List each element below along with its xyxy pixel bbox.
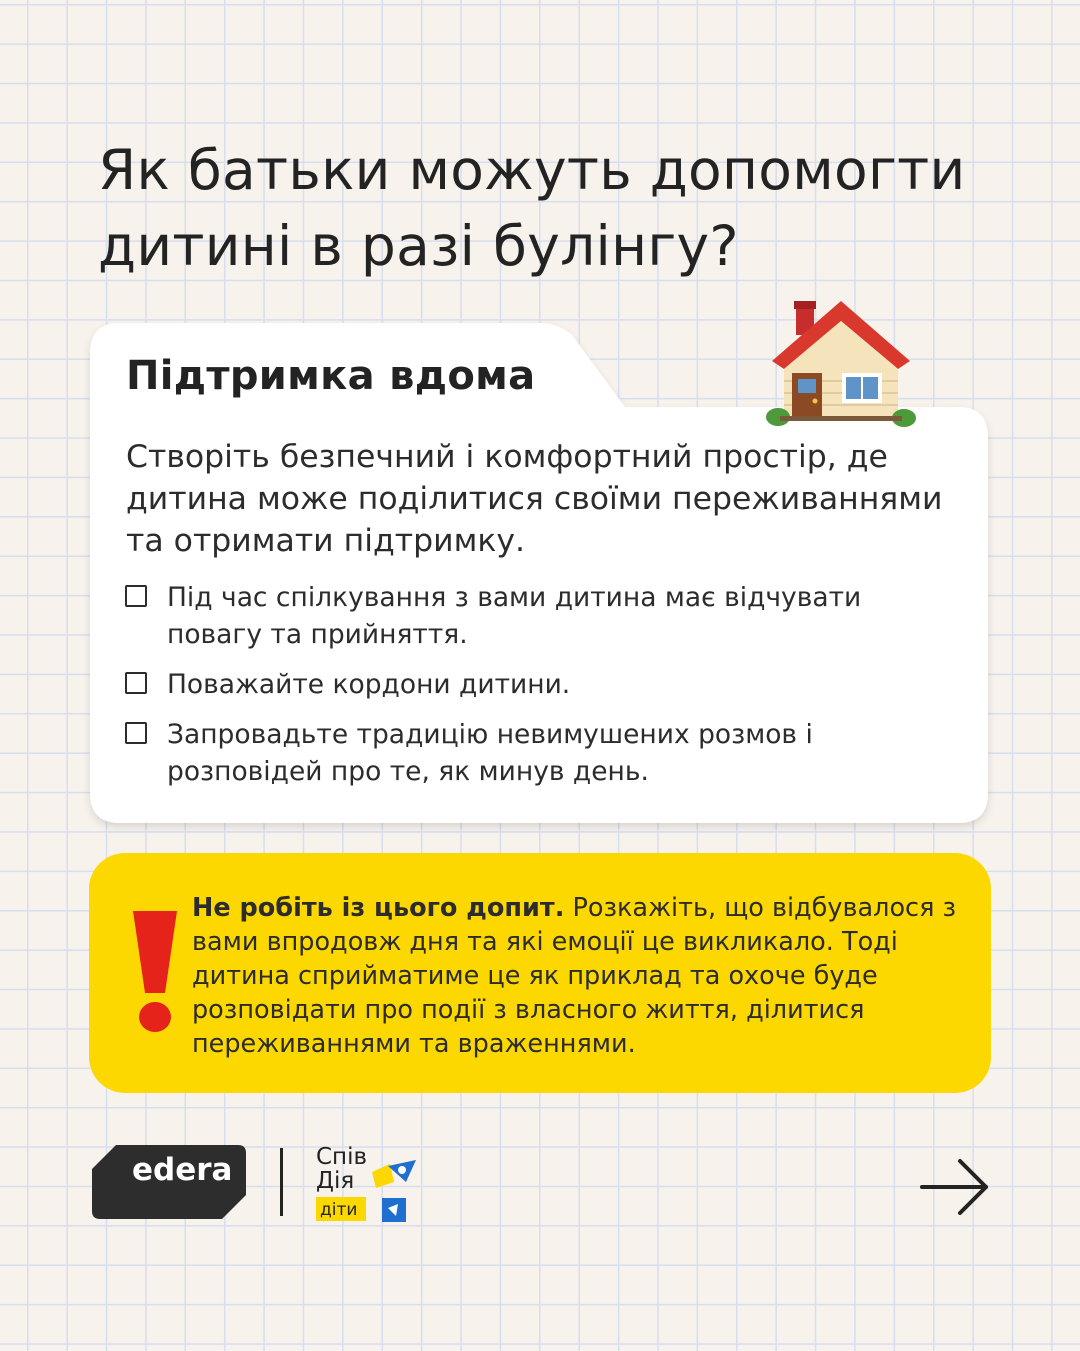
checkbox-icon[interactable] [125, 585, 147, 607]
checklist-item [124, 579, 924, 653]
checklist-item [124, 666, 924, 703]
spivdia-line2: Дія [316, 1168, 355, 1194]
warning-body: Розкажіть, що відбувалося з вами впродовж дня та які емоції це викликало. Тоді дитина сприйматиме це як приклад та охоче буде розповідати про події з власного життя, ділитися переживаннями та враженнями. [192, 893, 957, 1059]
checklist [124, 579, 924, 803]
card-heading: Підтримка вдома [126, 353, 536, 399]
checklist-item-label: Під час спілкування з вами дитина має відчувати повагу та прийняття. [167, 582, 862, 650]
checkbox-icon[interactable] [125, 722, 147, 744]
house-icon [766, 297, 916, 429]
logo-divider [280, 1148, 283, 1216]
page-title: Як батьки можуть допомогти дитині в разі булінгу? [98, 138, 966, 278]
checklist-item-label: Поважайте кордони дитини. [167, 669, 571, 700]
spivdia-line1: Спів [316, 1144, 368, 1170]
arrow-right-icon[interactable] [920, 1158, 990, 1216]
edera-logo-text: edera [132, 1152, 233, 1188]
checkbox-icon[interactable] [125, 672, 147, 694]
warning-text [192, 891, 962, 1061]
warning-bold: Не робіть із цього допит. [192, 893, 565, 923]
checklist-item-label: Запровадьте традицію невимушених розмов і розповідей про те, як минув день. [167, 719, 813, 787]
spivdia-logo[interactable] [316, 1142, 426, 1226]
edera-logo[interactable] [92, 1145, 248, 1220]
warning-callout [89, 853, 991, 1093]
home-support-card [90, 323, 990, 823]
exclamation-icon [131, 911, 179, 1035]
checklist-item [124, 716, 924, 790]
spivdia-line3: діти [320, 1200, 358, 1220]
card-intro: Створіть безпечний і комфортний простір, де дитина може поділитися своїми переживаннями та отримати підтримку. [126, 439, 943, 559]
